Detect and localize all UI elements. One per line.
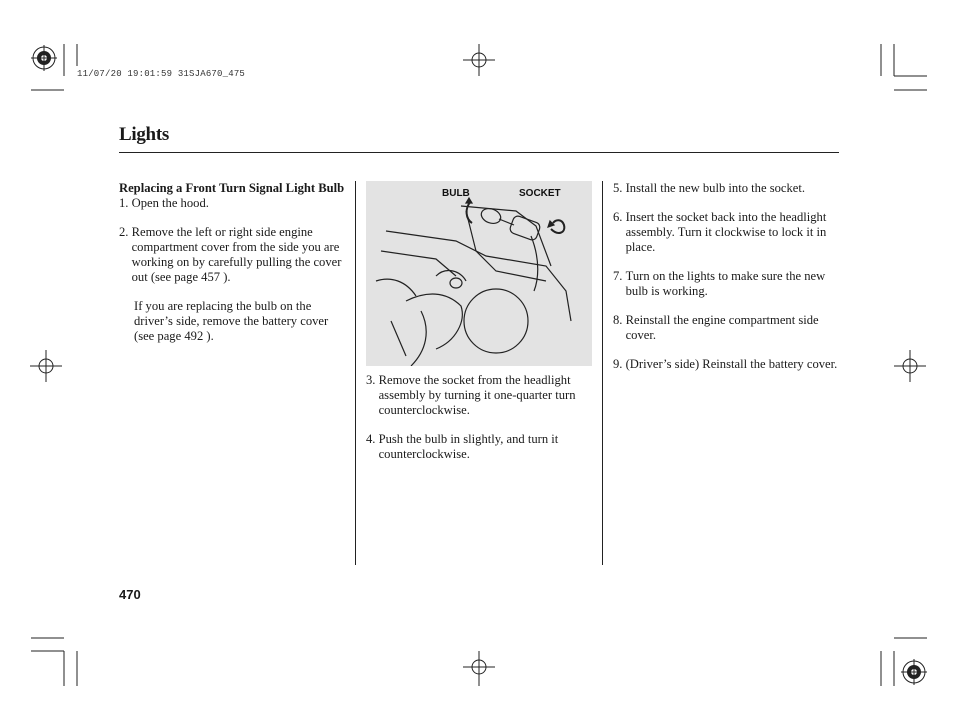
step-6: 6. Insert the socket back into the headlight assembly. Turn it clockwise to lock it in place. bbox=[613, 210, 827, 254]
step-4: 4. Push the bulb in slightly, and turn it counterclockwise. bbox=[366, 432, 559, 461]
step-8: 8. Reinstall the engine compartment side cover. bbox=[613, 313, 819, 342]
page-number: 470 bbox=[119, 587, 141, 602]
engine-bay-drawing bbox=[366, 181, 592, 366]
column-3 bbox=[613, 181, 839, 386]
step-1: 1. Open the hood. bbox=[119, 196, 209, 210]
column-1 bbox=[119, 181, 349, 358]
page-title: Lights bbox=[119, 124, 169, 145]
step-3: 3. Remove the socket from the headlight assembly by turning it one-quarter turn counterclockwise. bbox=[366, 373, 576, 417]
registration-mark-top bbox=[463, 44, 495, 76]
step-7: 7. Turn on the lights to make sure the new bulb is working. bbox=[613, 269, 826, 298]
registration-mark-bottom bbox=[463, 651, 495, 686]
starburst-mark-bottom-right bbox=[901, 659, 927, 685]
column-divider-2 bbox=[602, 181, 603, 565]
socket-label: SOCKET bbox=[519, 188, 561, 199]
title-divider bbox=[119, 152, 839, 153]
step-9: 9. (Driver’s side) Reinstall the battery cover. bbox=[613, 357, 838, 371]
bulb-label: BULB bbox=[442, 188, 470, 199]
print-timestamp: 11/07/20 19:01:59 31SJA670_475 bbox=[77, 69, 246, 79]
step-5: 5. Install the new bulb into the socket. bbox=[613, 181, 806, 195]
bulb-socket-illustration bbox=[366, 181, 592, 366]
column-2 bbox=[366, 373, 598, 476]
starburst-mark-top-left bbox=[31, 45, 57, 71]
step-2: 2. Remove the left or right side engine compartment cover from the side you are working on by carefully pulling the cover out (see page 457 ). bbox=[119, 225, 342, 284]
registration-mark-left bbox=[30, 350, 62, 382]
section-heading: Replacing a Front Turn Signal Light Bulb bbox=[119, 181, 345, 195]
drivers-side-note: If you are replacing the bulb on the driver’s side, remove the battery cover (see page 492 ). bbox=[134, 299, 329, 343]
column-divider-1 bbox=[355, 181, 356, 565]
registration-mark-right bbox=[894, 350, 926, 382]
